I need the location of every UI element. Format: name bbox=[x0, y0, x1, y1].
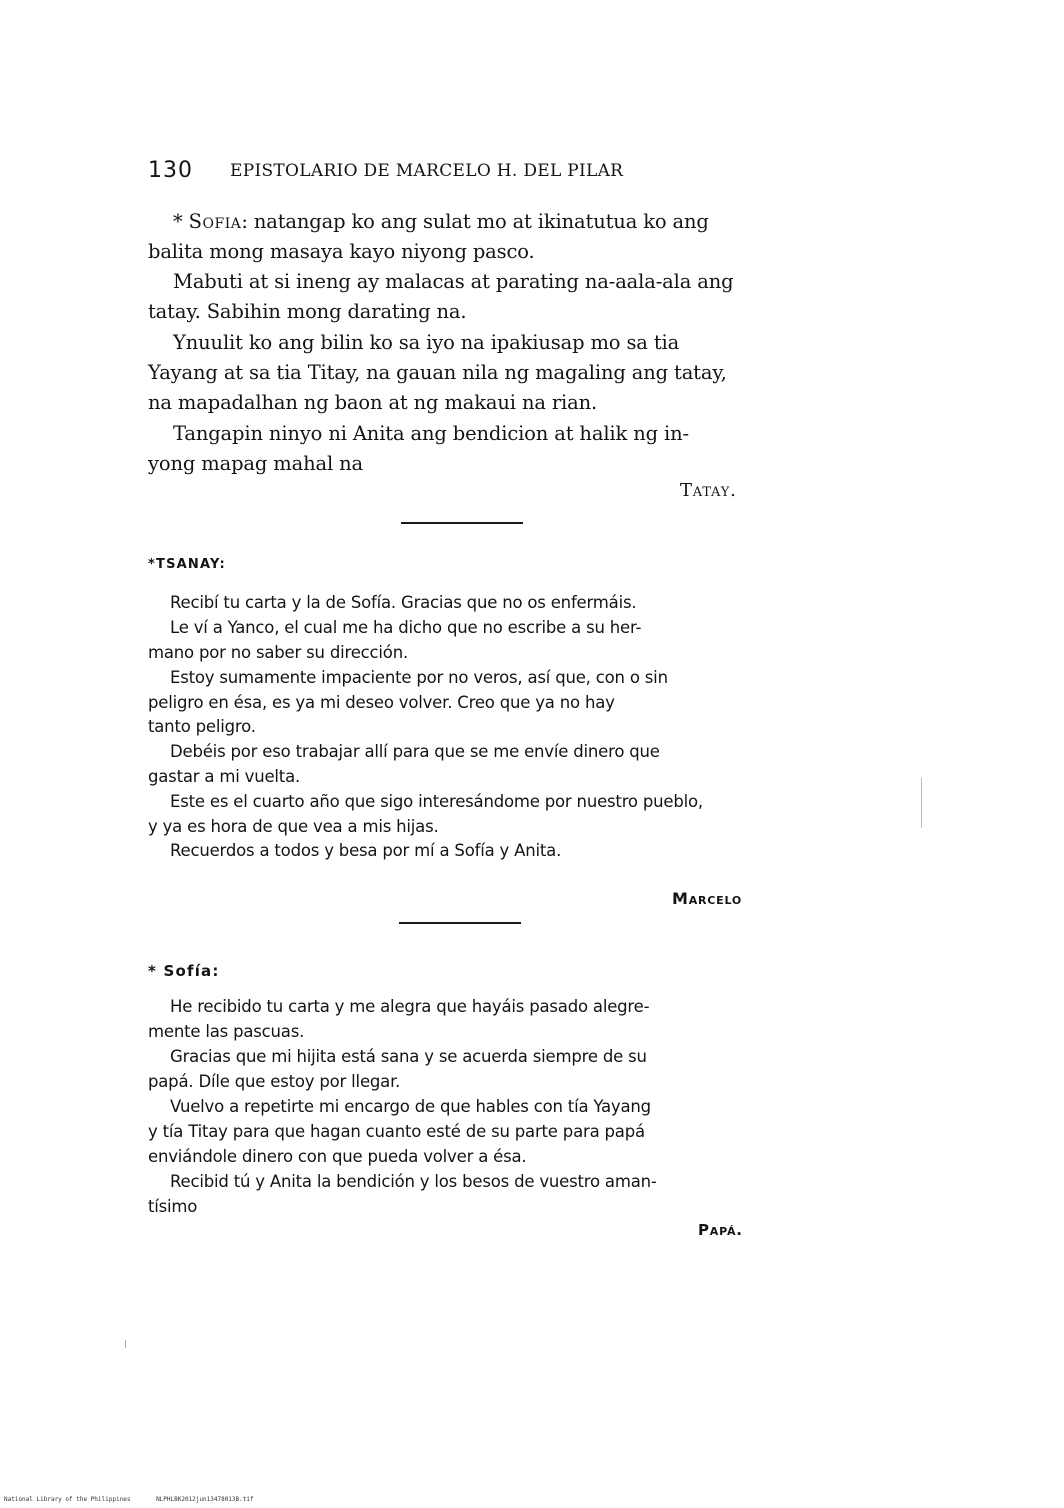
page-header bbox=[148, 158, 768, 188]
letter-line: Tangapin ninyo ni Anita ang bendicion at halik ng in- bbox=[173, 422, 689, 445]
salutation-mark: * bbox=[173, 210, 189, 233]
letter-line: Mabuti at si ineng ay malacas at parating na-aala-ala ang bbox=[173, 270, 734, 293]
letter-line: papá. Díle que estoy por llegar. bbox=[148, 1072, 401, 1091]
letter-line: tatay. Sabihin mong darating na. bbox=[148, 300, 467, 323]
signature-tatay: Tatay. bbox=[680, 480, 737, 501]
salutation-sofia: * Sofía: bbox=[148, 962, 220, 980]
letter-line: tísimo bbox=[148, 1197, 198, 1216]
letter-line: Ynuulit ko ang bilin ko sa iyo na ipakiusap mo sa tia bbox=[173, 331, 680, 354]
letter-line: Vuelvo a repetirte mi encargo de que hables con tía Yayang bbox=[170, 1097, 651, 1116]
letter-line: peligro en ésa, es ya mi deseo volver. Creo que ya no hay bbox=[148, 693, 615, 712]
section-divider bbox=[401, 522, 523, 524]
scan-footer bbox=[4, 1496, 276, 1503]
letter-line: gastar a mi vuelta. bbox=[148, 767, 301, 786]
letter-line: Le ví a Yanco, el cual me ha dicho que no escribe a su her- bbox=[170, 618, 642, 637]
scan-mark bbox=[921, 778, 922, 828]
letter-line: He recibido tu carta y me alegra que hayáis pasado alegre- bbox=[170, 997, 650, 1016]
salutation-name: Sofia bbox=[188, 210, 242, 233]
signature-papa: Papá. bbox=[698, 1221, 743, 1239]
signature-marcelo: Marcelo bbox=[672, 889, 743, 908]
letter-line: y ya es hora de que vea a mis hijas. bbox=[148, 817, 439, 836]
running-head: EPISTOLARIO DE MARCELO H. DEL PILAR bbox=[230, 161, 624, 181]
letter-line: balita mong masaya kayo niyong pasco. bbox=[148, 240, 535, 263]
letter-line: y tía Titay para que hagan cuanto esté de su parte para papá bbox=[148, 1122, 645, 1141]
salutation-tsanay: *TSANAY: bbox=[148, 557, 226, 572]
letter-line: Estoy sumamente impaciente por no veros, así que, con o sin bbox=[170, 668, 668, 687]
letter-line: Recibí tu carta y la de Sofía. Gracias que no os enfermáis. bbox=[170, 593, 637, 612]
letter-line: Recibid tú y Anita la bendición y los besos de vuestro aman- bbox=[170, 1172, 657, 1191]
section-divider bbox=[399, 922, 521, 924]
letter-line: yong mapag mahal na bbox=[148, 452, 363, 475]
letter-line: na mapadalhan ng baon at ng makaui na rian. bbox=[148, 391, 598, 414]
letter-line: tanto peligro. bbox=[148, 717, 256, 736]
letter-line: enviándole dinero con que pueda volver a ésa. bbox=[148, 1147, 527, 1166]
page-number: 130 bbox=[148, 158, 193, 183]
letter-line bbox=[173, 207, 709, 237]
letter-line: Yayang at sa tia Titay, na gauan nila ng magaling ang tatay, bbox=[148, 361, 727, 384]
letter-line: Gracias que mi hijita está sana y se acuerda siempre de su bbox=[170, 1047, 647, 1066]
letter-line: Este es el cuarto año que sigo interesándome por nuestro pueblo, bbox=[170, 792, 703, 811]
letter-line-text: : natangap ko ang sulat mo at ikinatutua ko ang bbox=[241, 210, 709, 233]
letter-line: mente las pascuas. bbox=[148, 1022, 305, 1041]
letter-line: Recuerdos a todos y besa por mí a Sofía y Anita. bbox=[170, 841, 562, 860]
footer-file-id: NLPHLBK2012jun13478013B.tif bbox=[156, 1496, 254, 1503]
footer-library: National Library of the Philippines bbox=[4, 1496, 131, 1503]
letter-line: Debéis por eso trabajar allí para que se me envíe dinero que bbox=[170, 742, 660, 761]
letter-line: mano por no saber su dirección. bbox=[148, 643, 408, 662]
scan-mark bbox=[125, 1340, 126, 1348]
